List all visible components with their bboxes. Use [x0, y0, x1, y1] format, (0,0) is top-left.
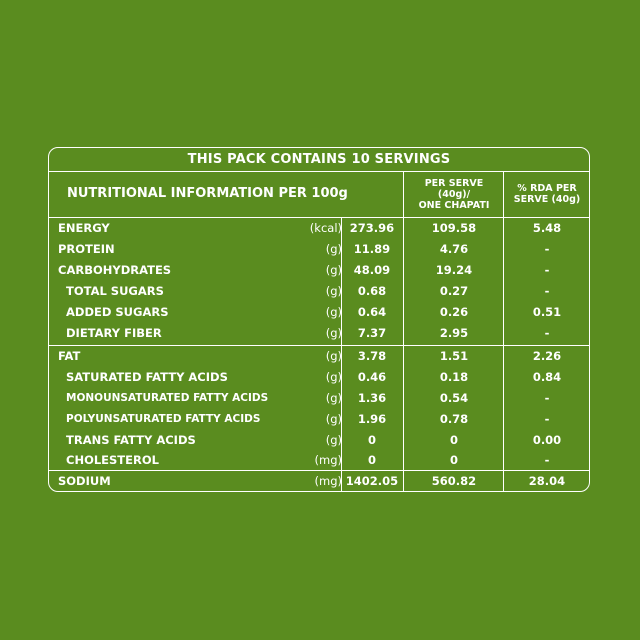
row-rda: 28.04: [528, 474, 566, 488]
row-per100: 3.78: [357, 349, 387, 363]
row-unit: (g): [325, 305, 342, 319]
row-serve: 0: [449, 453, 458, 467]
header-nutritional-info: NUTRITIONAL INFORMATION PER 100g: [67, 186, 348, 201]
row-rda: 0.84: [532, 370, 562, 384]
table-row: [49, 218, 589, 239]
row-serve: 109.58: [431, 221, 477, 235]
table-row: [49, 367, 589, 388]
row-per100: 0.64: [357, 305, 387, 319]
row-serve: 0.18: [439, 370, 469, 384]
row-name: MONOUNSATURATED FATTY ACIDS: [66, 392, 269, 404]
table-header: [49, 172, 589, 218]
row-serve: 4.76: [439, 242, 469, 256]
header-per-serve: [404, 172, 504, 216]
row-name: CARBOHYDRATES: [58, 263, 172, 277]
row-serve: 0.78: [439, 412, 469, 426]
table-row: [49, 388, 589, 409]
table-row: [49, 281, 589, 302]
row-rda: 0.51: [532, 305, 562, 319]
table-row: [49, 430, 589, 451]
row-per100: 1.36: [357, 391, 387, 405]
row-unit: (g): [325, 412, 342, 426]
row-per100: 48.09: [353, 263, 391, 277]
table-row: [49, 239, 589, 260]
row-rda: -: [544, 242, 550, 256]
header-rda-line-2: SERVE (40g): [513, 194, 581, 205]
row-per100: 273.96: [349, 221, 395, 235]
row-serve: 0.26: [439, 305, 469, 319]
row-name: FAT: [58, 349, 81, 363]
row-serve: 560.82: [431, 474, 477, 488]
header-per-serve-line-2: (40g)/: [437, 188, 471, 200]
row-per100: 7.37: [357, 326, 387, 340]
row-rda: 0.00: [532, 433, 562, 447]
row-unit: (g): [325, 391, 342, 405]
row-name: PROTEIN: [58, 242, 115, 256]
row-name: SODIUM: [58, 474, 111, 488]
table-row: [49, 346, 589, 367]
table-row: [49, 260, 589, 281]
nutrition-table: [48, 147, 590, 492]
table-title: THIS PACK CONTAINS 10 SERVINGS: [49, 148, 589, 172]
row-rda: -: [544, 284, 550, 298]
row-per100: 0: [367, 453, 376, 467]
row-rda: -: [544, 326, 550, 340]
row-per100: 0: [367, 433, 376, 447]
row-name: TRANS FATTY ACIDS: [66, 433, 196, 447]
row-name: ADDED SUGARS: [66, 305, 169, 319]
row-rda: -: [544, 391, 550, 405]
row-name: DIETARY FIBER: [66, 326, 162, 340]
row-rda: 2.26: [532, 349, 562, 363]
row-serve: 0: [449, 433, 458, 447]
row-per100: 11.89: [353, 242, 391, 256]
row-per100: 1402.05: [345, 474, 399, 488]
row-unit: (g): [325, 349, 342, 363]
row-unit: (mg): [314, 453, 342, 467]
row-rda: -: [544, 263, 550, 277]
row-unit: (g): [325, 263, 342, 277]
row-name: ENERGY: [58, 221, 110, 235]
row-unit: (g): [325, 284, 342, 298]
row-name: POLYUNSATURATED FATTY ACIDS: [66, 413, 261, 425]
row-unit: (g): [325, 242, 342, 256]
row-unit: (g): [325, 433, 342, 447]
table-row: [49, 409, 589, 430]
row-rda: -: [544, 412, 550, 426]
table-row: [49, 302, 589, 323]
header-per-serve-line-1: PER SERVE: [424, 177, 484, 189]
table-row: [49, 471, 589, 492]
table-row: [49, 323, 589, 344]
header-per-serve-line-3: ONE CHAPATI: [418, 199, 490, 211]
row-name: SATURATED FATTY ACIDS: [66, 370, 228, 384]
row-serve: 1.51: [439, 349, 469, 363]
row-unit: (g): [325, 370, 342, 384]
row-per100: 0.68: [357, 284, 387, 298]
row-unit: (kcal): [309, 221, 342, 235]
row-rda: 5.48: [532, 221, 562, 235]
row-rda: -: [544, 453, 550, 467]
table-row: [49, 450, 589, 471]
row-per100: 0.46: [357, 370, 387, 384]
header-rda: [504, 172, 590, 216]
row-serve: 2.95: [439, 326, 469, 340]
row-unit: (mg): [314, 474, 342, 488]
row-per100: 1.96: [357, 412, 387, 426]
row-unit: (g): [325, 326, 342, 340]
row-serve: 0.27: [439, 284, 469, 298]
row-serve: 0.54: [439, 391, 469, 405]
header-rda-line-1: % RDA PER: [517, 183, 577, 194]
row-name: CHOLESTEROL: [66, 453, 159, 467]
row-name: TOTAL SUGARS: [66, 284, 164, 298]
row-serve: 19.24: [435, 263, 473, 277]
